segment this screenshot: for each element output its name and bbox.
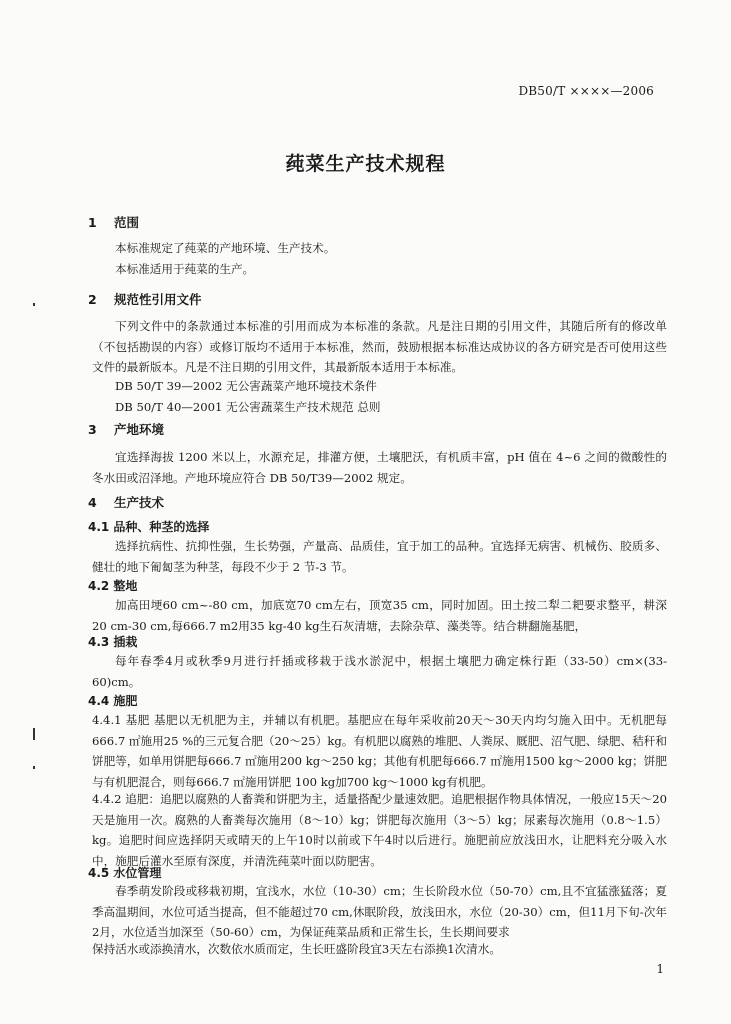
paragraph: 加高田埂60 cm~-80 cm，加底宽70 cm左右，顶宽35 cm，同时加固。田土按二犁二耙要求整平，耕深20 cm-30 cm,每666.7 m2用35 kg-40 kg生石灰清塘，去除杂草、藻类等。结合耕翻施基肥，: [92, 598, 667, 633]
section-heading: 3 产地环境: [88, 422, 165, 437]
subsection-heading: 4.1 品种、种茎的选择: [88, 520, 210, 534]
paragraph: 每年春季4月或秋季9月进行扦插或移栽于浅水淤泥中，根据土壤肥力确定株行距（33-50）cm×(33-60)cm。: [92, 654, 667, 689]
paragraph: 春季萌发阶段或移栽初期，宜浅水，水位（10-30）cm；生长阶段水位（50-70）cm,且不宜猛涨猛落；夏季高温期间，水位可适当提高，但不能超过70 cm,休眠阶段，放浅田水，水位（20-30）cm，但11月下旬-次年2月，水位适当加深至（50-60）cm，为保证莼菜品质和正常生长，生长期间要求: [92, 884, 667, 940]
page-title: 莼菜生产技术规程: [285, 153, 446, 175]
paragraph: 宜选择海拔 1200 米以上，水源充足，排灌方便，土壤肥沃，有机质丰富，pH 值在 4~6 之间的微酸性的冬水田或沼泽地。产地环境应符合 DB 50/T39—2002 规定。: [92, 450, 667, 485]
page-number: 1: [656, 962, 664, 976]
section-heading: 1 范围: [88, 215, 140, 230]
subsection-heading: 4.4 施肥: [88, 694, 138, 708]
document-number: DB50/T ××××—2006: [518, 84, 654, 98]
paragraph: 选择抗病性、抗抑性强，生长势强，产量高、品质佳，宜于加工的品种。宜选择无病害、机械伤、胶质多、健壮的地下匍匐茎为种茎，每段不少于 2 节-3 节。: [92, 539, 667, 574]
section-heading: 2 规范性引用文件: [88, 292, 202, 307]
paragraph: 4.4.1 基肥 基肥以无机肥为主，并辅以有机肥。基肥应在每年采收前20天～30天内均匀施入田中。无机肥每666.7 ㎡施用25 %的三元复合肥（20～25）kg。有机肥以腐熟的堆肥、人粪尿、厩肥、沼气肥、绿肥、秸秆和饼肥等，如单用饼肥每666.7 ㎡施用200 kg～250 kg；其他有机肥每666.7 ㎡施用1500 kg～2000 kg；饼肥与有机肥混合，则每666.7 ㎡施用饼肥 100 kg加700 kg～1000 kg有机肥。: [92, 713, 667, 789]
margin-mark: [33, 728, 35, 740]
reference-item: DB 50/T 40—2001 无公害蔬菜生产技术规范 总则: [115, 400, 381, 414]
margin-mark: [33, 303, 35, 306]
text-line: 本标准适用于莼菜的生产。: [115, 262, 255, 276]
paragraph: 下列文件中的条款通过本标准的引用而成为本标准的条款。凡是注日期的引用文件，其随后所有的修改单（不包括勘误的内容）或修订版均不适用于本标准，然而，鼓励根据本标准达成协议的各方研究是否可使用这些文件的最新版本。凡是不注日期的引用文件，其最新版本适用于本标准。: [92, 319, 667, 375]
subsection-heading: 4.5 水位管理: [88, 866, 162, 880]
reference-item: DB 50/T 39—2002 无公害蔬菜产地环境技术条件: [115, 379, 377, 393]
subsection-heading: 4.3 插栽: [88, 635, 138, 649]
section-heading: 4 生产技术: [88, 495, 165, 510]
subsection-heading: 4.2 整地: [88, 579, 138, 593]
text-line: 保持活水或添换清水，次数依水质而定，生长旺盛阶段宜3天左右添换1次清水。: [92, 942, 501, 956]
margin-mark: [33, 766, 35, 769]
paragraph: 4.4.2 追肥：追肥以腐熟的人畜粪和饼肥为主，适量搭配少量速效肥。追肥根据作物具体情况，一般应15天～20天是施用一次。腐熟的人畜粪每次施用（8～10）kg；饼肥每次施用（3～5）kg；尿素每次施用（0.8～1.5）kg。追肥时间应选择阴天或晴天的上午10时以前或下午4时以后进行。施肥前应放浅田水，让肥料充分吸入水中，施肥后灌水至原有深度，并清洗莼菜叶面以防肥害。: [92, 792, 667, 868]
text-line: 本标准规定了莼菜的产地环境、生产技术。: [115, 241, 336, 255]
